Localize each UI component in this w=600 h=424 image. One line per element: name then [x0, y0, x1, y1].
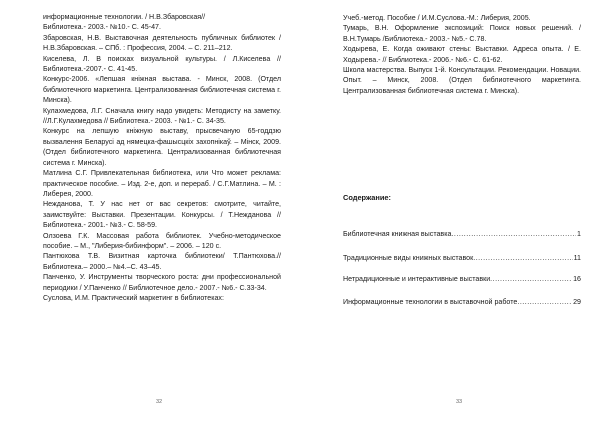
toc-item-title: Нетрадиционные и интерактивные выставки [343, 275, 491, 283]
toc-leader-dots [473, 253, 572, 263]
toc-item-page: 11 [573, 254, 581, 262]
toc-item-page: 29 [573, 298, 581, 306]
bibliography-entry: Киселева, Л. В поисках визуальной культуры. / Л.Киселева // Библиотека.-2007.- С. 41-45. [43, 54, 281, 74]
bibliography-entry: Учеб.-метод. Пособие / И.М.Суслова.-М.: Либерия, 2005. [343, 14, 531, 22]
toc-item-title: Информационные технологии в выставочной работе [343, 298, 518, 306]
page-number: 32 [155, 399, 163, 405]
page-number: 33 [455, 399, 463, 405]
bibliography-entry: Ходырева, Е. Когда оживают стены: Выставки. Адреса опыта. / Е. Ходырева.- // Библиотека.- 2006.- №6.- С. 61-62. [343, 45, 581, 64]
toc-item-page: 16 [573, 275, 581, 283]
bibliography-entry: информационные технологии. / Н.В.Збаровская// [43, 13, 206, 21]
bibliography-entry: Библиотека.- 2003.- №10.- С. 45-47. [43, 23, 161, 32]
toc-leader-dots [490, 274, 572, 284]
bibliography-entry: Школа мастерства. Выпуск 1-й. Консультации. Рекомендации. Новации. Опыт. – Минск, 2008. (Отдел библиотечного маркетинга. Централизованная библиотечная система г. Минска). [343, 66, 581, 95]
bibliography-entry: Кулахмедова, Л.Г. Сначала книгу надо увидеть: Методисту на заметку. //Л.Г.Кулахмедова // Библиотека.- 2003. - №1.- С. 34-35. [43, 106, 281, 126]
bibliography-entry: Конкурс на лепшую кніжную выставу, прысвечаную 65-годдзю вызвалення Беларусі ад нямецка-фашысцкіх захопнікаў. – Мінск, 2009. (Отдел библиотечного маркетинга. Централизованная библиотечная система г. Минска). [43, 127, 281, 167]
right-page [300, 0, 600, 424]
bibliography-entry: Матлина С.Г. Привлекательная библиотека, или Что может реклама: практическое пособие. – Изд. 2-е, доп. и перераб. / С.Г.Матлина. – М. : Либерея, 2000. [43, 169, 281, 198]
toc-leader-dots [517, 297, 572, 307]
toc-heading: Содержание: [343, 193, 391, 202]
toc-item-page: 1 [577, 230, 581, 238]
toc-leader-dots [451, 229, 576, 239]
bibliography-entry: Тумарь, В.Н. Оформление экспозиций: Поиск новых решений. /В.Н.Тумарь /Библиотека.- 2003.- №5.- С.78. [343, 24, 581, 43]
bibliography-entry: Конкурс-2006. «Лепшая кніжная выстава. - Минск, 2008. (Отдел библиотечного маркетинга. Централизованная библиотечная система г. Минска). [43, 75, 281, 105]
bibliography-entry: Панченко, У. Инструменты творческого роста: дни профессиональной периодики / У.Панченко // Библиотечное дело.- 2007.- №6.- С.33-34. [43, 273, 281, 292]
toc-item[interactable] [343, 253, 581, 263]
bibliography-entry: Нежданова, Т. У нас нет от вас секретов: смотрите, читайте, заимствуйте: Выставки. Презентации. Конкурсы. / Т.Нежданова // Библиотека.- 2001.- №3.- С. 58-59. [43, 200, 281, 230]
bibliography-entry: Пантюхова Т.В. Визитная карточка библиотеки/ Т.Пантюхова.//Библиотека.– 2000.– №4.–С. 43–45. [43, 252, 281, 271]
toc-item[interactable] [343, 297, 581, 307]
toc-item[interactable] [343, 229, 581, 239]
toc-item-title: Библиотечная книжная выставка [343, 230, 452, 238]
bibliography-entry: Збаровская, Н.В. Выставочная деятельность публичных библиотек / Н.В.Збаровская. – СПб. : Профессия, 2004. – С. 211–212. [43, 33, 281, 53]
bibliography-list-left [43, 12, 281, 303]
bibliography-entry: Олзоева Г.К. Массовая работа библиотек. Учебно-методическое пособие. – М., "Либерия-бибинформ". – 2006. – 120 с. [43, 231, 281, 250]
bibliography-list-right [343, 13, 581, 96]
bibliography-entry: Суслова, И.М. Практический маркетинг в библиотеках: [43, 293, 224, 302]
toc-item[interactable] [343, 274, 581, 284]
toc-item-title: Традиционные виды книжных выставок [343, 254, 474, 262]
